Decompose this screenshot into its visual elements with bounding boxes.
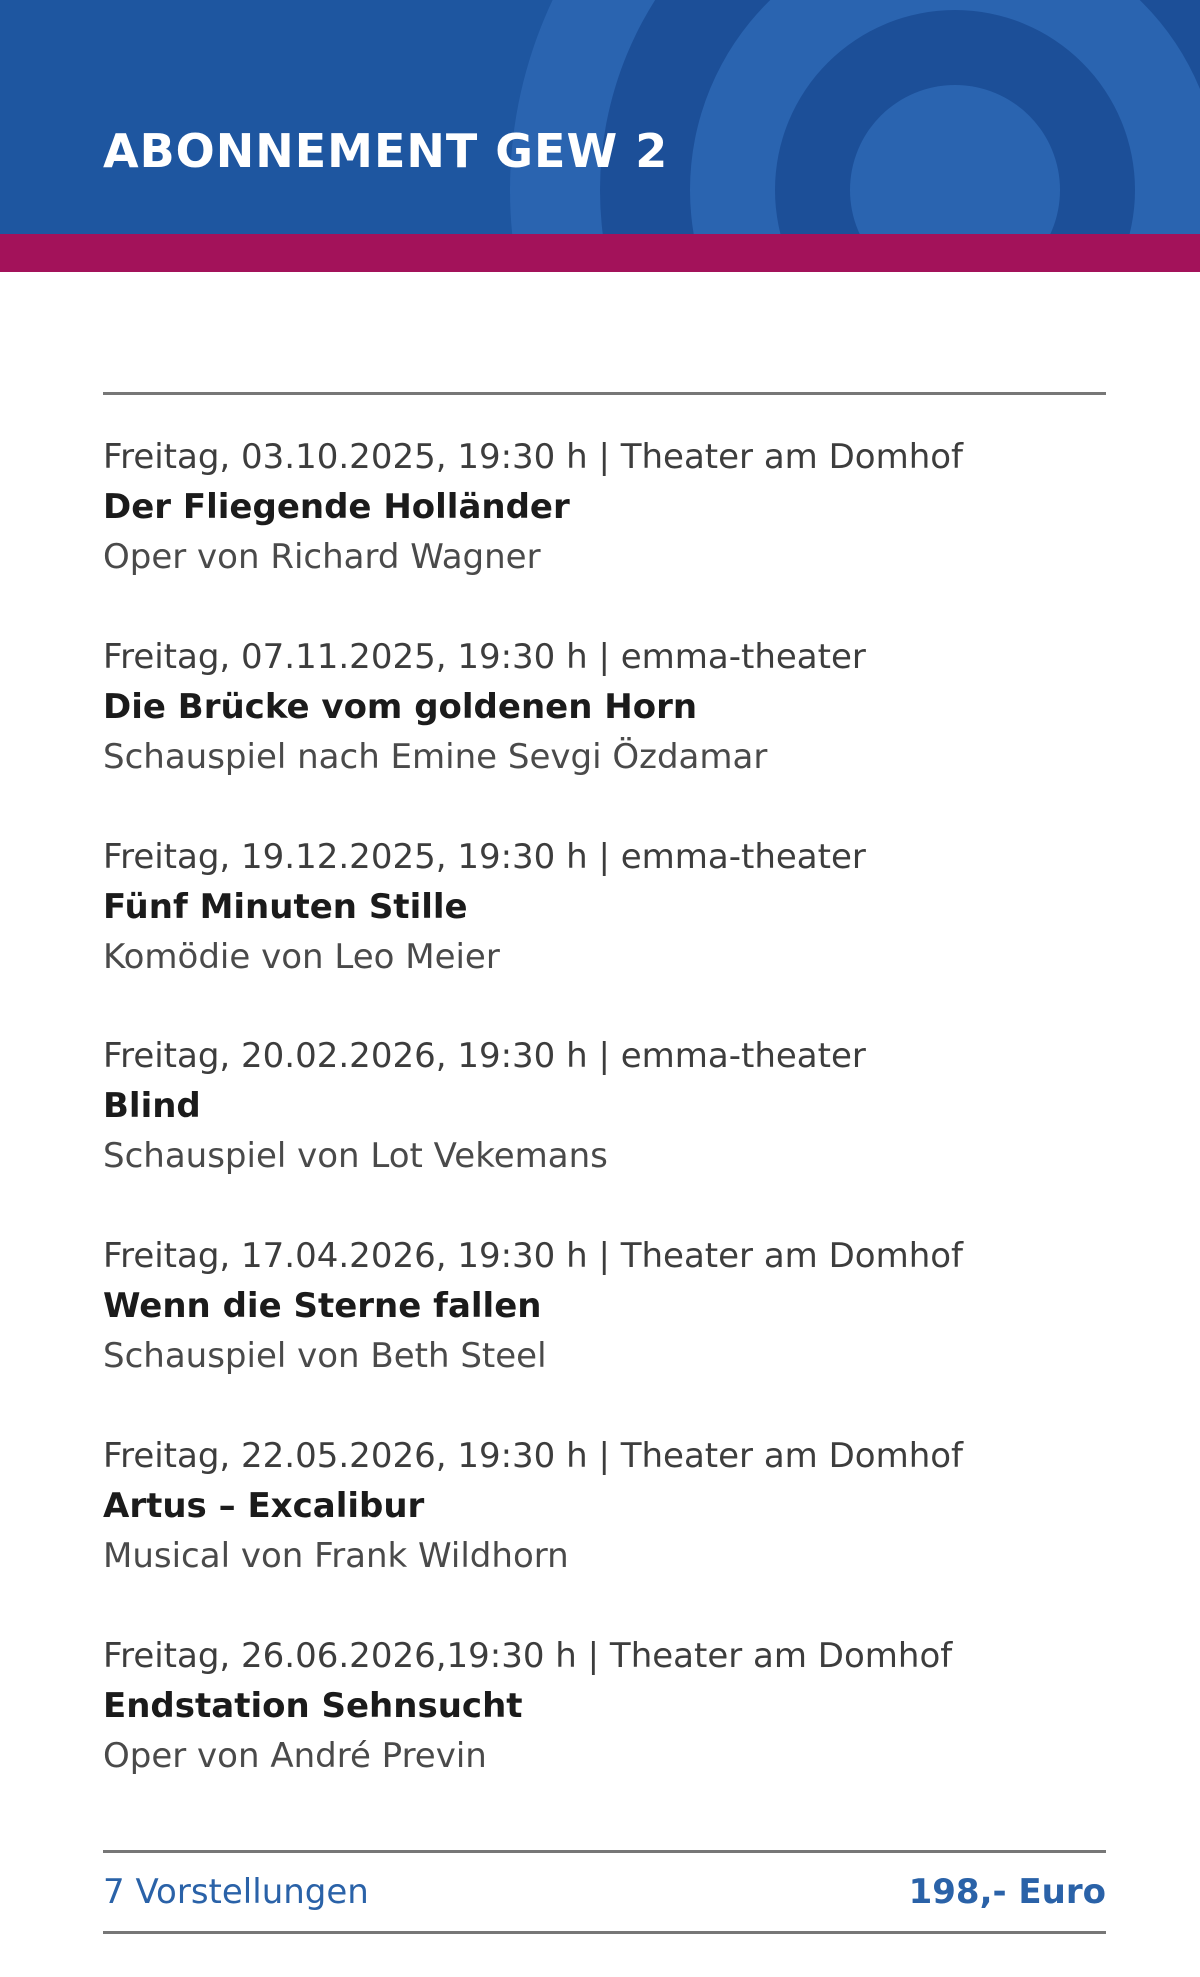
- accent-bar: [0, 234, 1200, 272]
- event-item: [103, 1431, 1106, 1631]
- event-title: Wenn die Sterne fallen: [103, 1286, 542, 1327]
- event-date-venue: Freitag, 26.06.2026,19:30 h | Theater am Domhof: [103, 1635, 953, 1676]
- header-background-graphic: [0, 0, 1200, 234]
- event-date-venue: Freitag, 20.02.2026, 19:30 h | emma-theater: [103, 1036, 866, 1077]
- event-item: [103, 1031, 1106, 1231]
- performance-count: 7 Vorstellungen: [103, 1872, 369, 1912]
- header-banner: [0, 0, 1200, 234]
- event-title: Der Fliegende Holländer: [103, 487, 570, 527]
- event-description: Musical von Frank Wildhorn: [103, 1535, 569, 1576]
- event-title: Artus – Excalibur: [103, 1485, 425, 1526]
- event-description: Schauspiel von Lot Vekemans: [103, 1136, 608, 1177]
- page-title: ABONNEMENT GEW 2: [103, 124, 669, 178]
- event-item: [103, 1231, 1106, 1431]
- event-list: [103, 432, 1106, 1831]
- event-description: Schauspiel von Beth Steel: [103, 1336, 547, 1377]
- event-date-venue: Freitag, 03.10.2025, 19:30 h | Theater am Domhof: [103, 437, 964, 477]
- event-description: Schauspiel nach Emine Sevgi Özdamar: [103, 736, 768, 777]
- event-date-venue: Freitag, 07.11.2025, 19:30 h | emma-theater: [103, 636, 866, 677]
- top-divider: [103, 392, 1106, 395]
- subscription-price: 198,- Euro: [908, 1872, 1106, 1912]
- event-description: Oper von Richard Wagner: [103, 537, 541, 577]
- event-item: [103, 1631, 1106, 1831]
- event-date-venue: Freitag, 17.04.2026, 19:30 h | Theater am Domhof: [103, 1236, 964, 1277]
- subscription-summary: [103, 1862, 1106, 1922]
- event-date-venue: Freitag, 22.05.2026, 19:30 h | Theater am Domhof: [103, 1435, 964, 1476]
- event-date-venue: Freitag, 19.12.2025, 19:30 h | emma-theater: [103, 836, 866, 877]
- event-item: [103, 832, 1106, 1032]
- event-description: Komödie von Leo Meier: [103, 936, 500, 977]
- event-title: Endstation Sehnsucht: [103, 1685, 523, 1726]
- event-item: [103, 632, 1106, 832]
- event-title: Die Brücke vom goldenen Horn: [103, 686, 698, 727]
- event-description: Oper von André Previn: [103, 1735, 487, 1776]
- footer-bottom-divider: [103, 1931, 1106, 1934]
- footer-top-divider: [103, 1850, 1106, 1853]
- event-item: [103, 432, 1106, 632]
- event-title: Blind: [103, 1086, 201, 1127]
- event-title: Fünf Minuten Stille: [103, 886, 468, 927]
